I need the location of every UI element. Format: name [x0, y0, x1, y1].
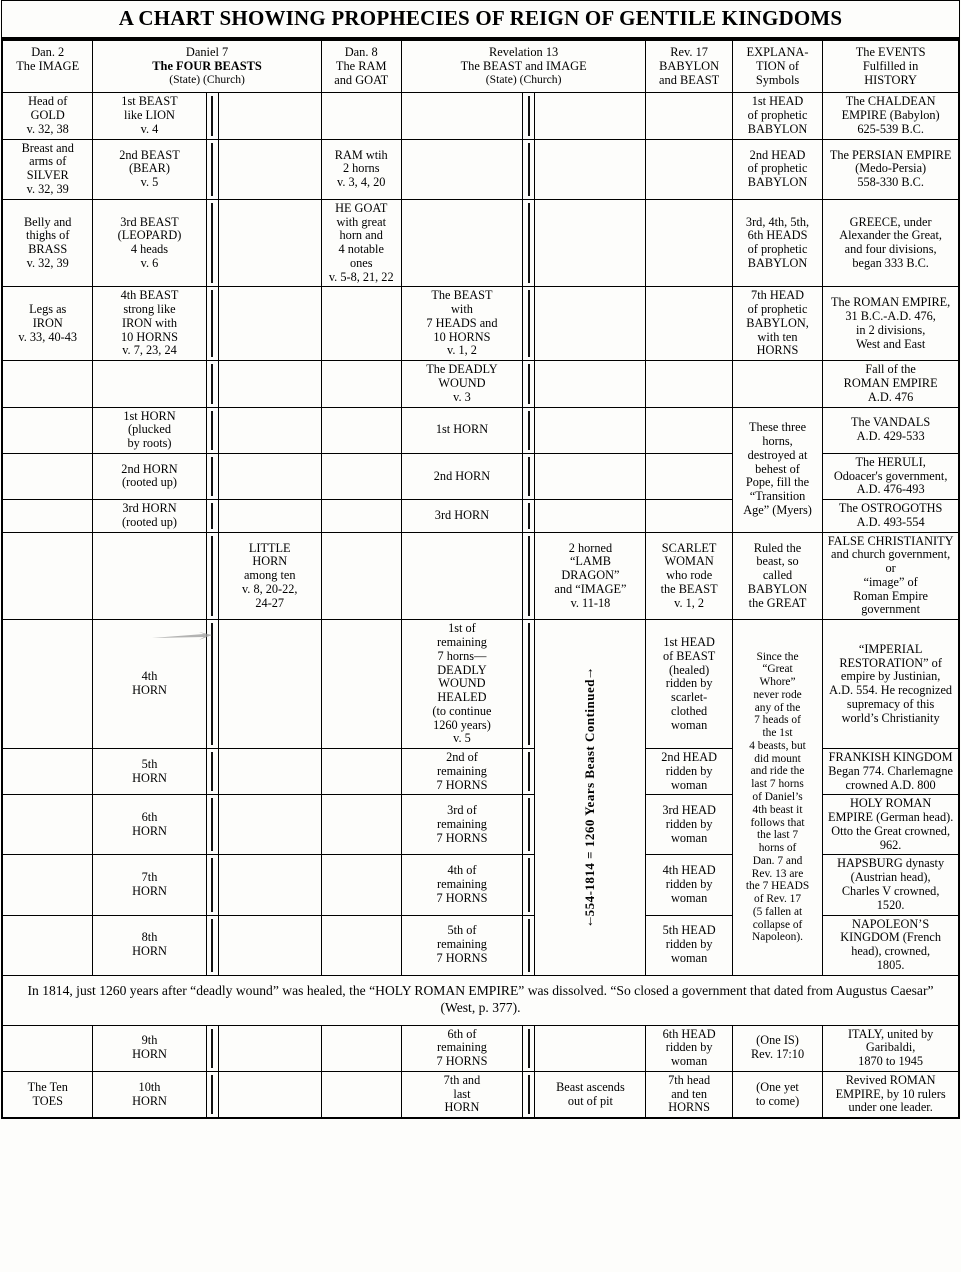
- column-divider: [206, 1025, 218, 1071]
- column-divider: [523, 361, 535, 407]
- cell-rev17: [646, 407, 732, 453]
- table-row: [3, 361, 959, 407]
- cell-dan2: [3, 500, 93, 533]
- cell-rev17: 5th HEAD ridden by woman: [646, 915, 732, 975]
- cell-dan7: 10th HORN: [93, 1071, 206, 1117]
- cell-explanation: Ruled the beast, so called BABYLON the GREAT: [732, 532, 822, 620]
- cell-dan8: [321, 532, 401, 620]
- header-line2: TION of: [756, 59, 800, 74]
- column-divider: [523, 1071, 535, 1117]
- cell-dan7: [93, 361, 206, 407]
- header-line1: Revelation 13: [489, 45, 559, 59]
- cell-history: HOLY ROMAN EMPIRE (German head). Otto the Great crowned, 962.: [823, 795, 959, 855]
- cell-rev13: 3rd of remaining 7 HORNS: [401, 795, 522, 855]
- arrow-up-icon: ↑: [586, 665, 594, 681]
- column-divider: [523, 199, 535, 287]
- header-rev13: [401, 41, 646, 93]
- header-line2: The BEAST and IMAGE: [460, 59, 587, 74]
- column-divider: [206, 855, 218, 915]
- cell-history: GREECE, under Alexander the Great, and four divisions, began 333 B.C.: [823, 199, 959, 287]
- header-line3: (State) (Church): [485, 73, 562, 87]
- cell-rev13: The BEAST with 7 HEADS and 10 HORNS v. 1, 2: [401, 287, 522, 361]
- cell-dan8: [321, 500, 401, 533]
- cell-dan2: Head of GOLD v. 32, 38: [3, 93, 93, 139]
- table-row: [3, 1025, 959, 1071]
- cell-dan7-church: [218, 453, 321, 499]
- cell-rev13-church: [535, 199, 646, 287]
- cell-rev17: SCARLET WOMAN who rode the BEAST v. 1, 2: [646, 532, 732, 620]
- cell-rev17: [646, 361, 732, 407]
- cell-dan7-church: [218, 795, 321, 855]
- cell-dan7: 8th HORN: [93, 915, 206, 975]
- table-row: [3, 1071, 959, 1117]
- table-row: [3, 287, 959, 361]
- header-line1: EXPLANA-: [746, 45, 809, 59]
- cell-dan7-church: [218, 199, 321, 287]
- cell-rev13: 3rd HORN: [401, 500, 522, 533]
- column-divider: [523, 620, 535, 749]
- column-divider: [206, 93, 218, 139]
- cell-dan2: [3, 620, 93, 749]
- cell-rev13-church: [535, 139, 646, 199]
- cell-dan7: 1st HORN (plucked by roots): [93, 407, 206, 453]
- column-divider: [206, 407, 218, 453]
- cell-rev13: [401, 139, 522, 199]
- cell-dan2: [3, 795, 93, 855]
- cell-dan7: 4th BEAST strong like IRON with 10 HORNS v. 7, 23, 24: [93, 287, 206, 361]
- prophecy-chart: [1, 0, 960, 1119]
- column-divider: [206, 139, 218, 199]
- header-dan8: [321, 41, 401, 93]
- header-line2: The IMAGE: [16, 59, 80, 74]
- cell-rev13-church: Beast ascends out of pit: [535, 1071, 646, 1117]
- cell-rev17: 4th HEAD ridden by woman: [646, 855, 732, 915]
- cell-dan8: [321, 915, 401, 975]
- cell-dan7-church: [218, 361, 321, 407]
- cell-dan7-church: [218, 287, 321, 361]
- column-divider: [523, 93, 535, 139]
- cell-dan7: 5th HORN: [93, 749, 206, 795]
- column-divider: [206, 620, 218, 749]
- table-header-row: [3, 41, 959, 93]
- cell-dan8: [321, 1025, 401, 1071]
- cell-rev17: 6th HEAD ridden by woman: [646, 1025, 732, 1071]
- cell-explanation: 3rd, 4th, 5th, 6th HEADS of prophetic BABYLON: [732, 199, 822, 287]
- cell-rev13-church: [535, 93, 646, 139]
- column-divider: [523, 795, 535, 855]
- cell-rev13-church: [535, 287, 646, 361]
- column-divider: [523, 139, 535, 199]
- cell-dan2: [3, 749, 93, 795]
- cell-dan8: HE GOAT with great horn and 4 notable ones v. 5-8, 21, 22: [321, 199, 401, 287]
- cell-history: NAPOLEON’S KINGDOM (French head), crowned, 1805.: [823, 915, 959, 975]
- chart-table: [2, 40, 959, 1118]
- summary-note: In 1814, just 1260 years after “deadly wound” was healed, the “HOLY ROMAN EMPIRE” was dissolved. “So closed a government that dated from Augustus Caesar” (West, p. 377).: [3, 975, 959, 1025]
- cell-rev13: [401, 93, 522, 139]
- cell-explanation: [732, 361, 822, 407]
- cell-dan8: [321, 749, 401, 795]
- header-line3: (State) (Church): [169, 73, 245, 87]
- cell-history: FRANKISH KINGDOM Began 774. Charlemagne crowned A.D. 800: [823, 749, 959, 795]
- page-title: A CHART SHOWING PROPHECIES OF REIGN OF GENTILE KINGDOMS: [2, 1, 959, 38]
- cell-rev13: The DEADLY WOUND v. 3: [401, 361, 522, 407]
- header-line1: Dan. 2: [31, 45, 65, 59]
- cell-dan2: The Ten TOES: [3, 1071, 93, 1117]
- header-events: [823, 41, 959, 93]
- cell-rev17: [646, 500, 732, 533]
- header-line3: Symbols: [755, 73, 800, 88]
- cell-dan2: [3, 1025, 93, 1071]
- cell-dan2: [3, 915, 93, 975]
- cell-dan2: [3, 532, 93, 620]
- cell-rev13-church: [535, 361, 646, 407]
- cell-history: “IMPERIAL RESTORATION” of empire by Justinian, A.D. 554. He recognized supremacy of this world’s Christianity: [823, 620, 959, 749]
- cell-dan7: 6th HORN: [93, 795, 206, 855]
- cell-dan7: 9th HORN: [93, 1025, 206, 1071]
- header-line3: and GOAT: [334, 73, 389, 88]
- cell-rev13-church: [535, 407, 646, 453]
- column-divider: [206, 795, 218, 855]
- column-divider: [523, 915, 535, 975]
- table-row: [3, 199, 959, 287]
- cell-dan2: Belly and thighs of BRASS v. 32, 39: [3, 199, 93, 287]
- cell-history: ITALY, united by Garibaldi, 1870 to 1945: [823, 1025, 959, 1071]
- column-divider: [523, 855, 535, 915]
- cell-dan2: [3, 453, 93, 499]
- column-divider: [523, 287, 535, 361]
- cell-rev13-church: [535, 453, 646, 499]
- cell-rev13: 5th of remaining 7 HORNS: [401, 915, 522, 975]
- cell-explanation: Since the “Great Whore” never rode any of the 7 heads of the 1st 4 beasts, but did mount and ride the last 7 horns of Daniel’s 4th beast it follows that the last 7 horns of Dan. 7 and Rev. 13 are the 7 HEADS of Rev. 17 (5 fallen at collapse of Napoleon).: [732, 620, 822, 975]
- cell-dan8: [321, 1071, 401, 1117]
- cell-history: HAPSBURG dynasty (Austrian head), Charles V crowned, 1520.: [823, 855, 959, 915]
- column-divider: [206, 532, 218, 620]
- cell-dan2: [3, 407, 93, 453]
- table-row: [3, 139, 959, 199]
- cell-dan8: [321, 620, 401, 749]
- cell-dan7-church: [218, 1025, 321, 1071]
- cell-dan7: 4th HORN: [93, 620, 206, 749]
- column-divider: [206, 749, 218, 795]
- column-divider: [206, 1071, 218, 1117]
- cell-dan8: [321, 287, 401, 361]
- cell-history: The PERSIAN EMPIRE (Medo-Persia) 558-330 B.C.: [823, 139, 959, 199]
- column-divider: [206, 361, 218, 407]
- cell-rev17: [646, 139, 732, 199]
- cell-history: The HERULI, Odoacer's government, A.D. 476-493: [823, 453, 959, 499]
- duration-text: 554-1814 = 1260 Years Beast Continued: [582, 678, 598, 917]
- cell-explanation: 7th HEAD of prophetic BABYLON, with ten HORNS: [732, 287, 822, 361]
- cell-rev17: 1st HEAD of BEAST (healed) ridden by scarlet- clothed woman: [646, 620, 732, 749]
- cell-dan7: 7th HORN: [93, 855, 206, 915]
- column-divider: [206, 199, 218, 287]
- cell-dan7-church: [218, 500, 321, 533]
- arrow-down-icon: ↓: [586, 914, 594, 930]
- cell-dan8: [321, 453, 401, 499]
- cell-dan7-church: [218, 620, 321, 749]
- cell-dan8: RAM wtih 2 horns v. 3, 4, 20: [321, 139, 401, 199]
- cell-rev13-church: [535, 500, 646, 533]
- table-row: [3, 532, 959, 620]
- column-divider: [523, 532, 535, 620]
- cell-dan7-church: [218, 93, 321, 139]
- column-divider: [523, 1025, 535, 1071]
- cell-history: The CHALDEAN EMPIRE (Babylon) 625-539 B.C.: [823, 93, 959, 139]
- cell-rev13: 6th of remaining 7 HORNS: [401, 1025, 522, 1071]
- header-line1: Daniel 7: [185, 45, 229, 59]
- cell-explanation: 2nd HEAD of prophetic BABYLON: [732, 139, 822, 199]
- cell-rev17: [646, 453, 732, 499]
- cell-history: The ROMAN EMPIRE, 31 B.C.-A.D. 476, in 2 divisions, West and East: [823, 287, 959, 361]
- table-row: [3, 407, 959, 453]
- table-row: [3, 93, 959, 139]
- cell-dan2: [3, 361, 93, 407]
- cell-dan7: [93, 532, 206, 620]
- header-rev17: [646, 41, 732, 93]
- header-line1: The EVENTS: [855, 45, 926, 59]
- cell-dan7-church: [218, 749, 321, 795]
- cell-dan8: [321, 361, 401, 407]
- column-divider: [206, 915, 218, 975]
- cell-dan8: [321, 407, 401, 453]
- cell-dan8: [321, 855, 401, 915]
- cell-explanation: These three horns, destroyed at behest of Pope, fill the “Transition Age” (Myers): [732, 407, 822, 532]
- explanation-one-is: (One IS) Rev. 17:10: [750, 1033, 805, 1062]
- cell-dan2: Legs as IRON v. 33, 40-43: [3, 287, 93, 361]
- cell-explanation: (One yet to come): [732, 1071, 822, 1117]
- header-line2: The RAM: [335, 59, 387, 74]
- cell-dan7-church: [218, 855, 321, 915]
- cell-rev13: 1st HORN: [401, 407, 522, 453]
- cell-dan7-church: [218, 407, 321, 453]
- cell-dan7: 1st BEAST like LION v. 4: [93, 93, 206, 139]
- cell-dan7-church: [218, 139, 321, 199]
- header-line2: The FOUR BEASTS: [152, 59, 262, 74]
- cell-history: The VANDALS A.D. 429-533: [823, 407, 959, 453]
- cell-dan7: 2nd HORN (rooted up): [93, 453, 206, 499]
- cell-history: Fall of the ROMAN EMPIRE A.D. 476: [823, 361, 959, 407]
- header-line1: Rev. 17: [670, 45, 708, 59]
- column-divider: [206, 500, 218, 533]
- header-line2: Fulfilled in: [862, 59, 919, 74]
- cell-rev13-church: 2 horned “LAMB DRAGON” and “IMAGE” v. 11-18: [535, 532, 646, 620]
- cell-dan7: 3rd BEAST (LEOPARD) 4 heads v. 6: [93, 199, 206, 287]
- cell-dan2: Breast and arms of SILVER v. 32, 39: [3, 139, 93, 199]
- cell-rev17: 7th head and ten HORNS: [646, 1071, 732, 1117]
- column-divider: [523, 407, 535, 453]
- cell-dan7: 3rd HORN (rooted up): [93, 500, 206, 533]
- cell-history: FALSE CHRISTIANITY and church government, or “image” of Roman Empire government: [823, 532, 959, 620]
- cell-dan8: [321, 93, 401, 139]
- header-line2: BABYLON: [659, 59, 720, 74]
- cell-rev17: 2nd HEAD ridden by woman: [646, 749, 732, 795]
- title-block: [2, 1, 959, 40]
- header-line3: HISTORY: [864, 73, 918, 88]
- cell-rev13: 2nd HORN: [401, 453, 522, 499]
- cell-history: Revived ROMAN EMPIRE, by 10 rulers under one leader.: [823, 1071, 959, 1117]
- header-explanation: [732, 41, 822, 93]
- header-line1: Dan. 8: [344, 45, 378, 59]
- cell-dan8: [321, 795, 401, 855]
- cell-rev13-church: [535, 1025, 646, 1071]
- cell-rev13: 1st of remaining 7 horns— DEADLY WOUND HEALED (to continue 1260 years) v. 5: [401, 620, 522, 749]
- cell-rev13: [401, 199, 522, 287]
- cell-rev13: 7th and last HORN: [401, 1071, 522, 1117]
- beast-duration-label: [535, 620, 646, 975]
- cell-dan2: [3, 855, 93, 915]
- cell-history: The OSTROGOTHS A.D. 493-554: [823, 500, 959, 533]
- cell-dan7: 2nd BEAST (BEAR) v. 5: [93, 139, 206, 199]
- column-divider: [523, 749, 535, 795]
- cell-rev13: 2nd of remaining 7 HORNS: [401, 749, 522, 795]
- cell-explanation: [732, 1025, 822, 1071]
- cell-dan7-church: LITTLE HORN among ten v. 8, 20-22, 24-27: [218, 532, 321, 620]
- column-divider: [523, 453, 535, 499]
- cell-explanation: 1st HEAD of prophetic BABYLON: [732, 93, 822, 139]
- table-row: [3, 620, 959, 749]
- header-dan7: [93, 41, 321, 93]
- cell-rev13: 4th of remaining 7 HORNS: [401, 855, 522, 915]
- column-divider: [206, 453, 218, 499]
- header-dan2: [3, 41, 93, 93]
- note-row: [3, 975, 959, 1025]
- cell-dan7-church: [218, 915, 321, 975]
- column-divider: [523, 500, 535, 533]
- cell-rev13: [401, 532, 522, 620]
- cell-rev17: [646, 287, 732, 361]
- cell-rev17: [646, 199, 732, 287]
- cell-rev17: 3rd HEAD ridden by woman: [646, 795, 732, 855]
- column-divider: [206, 287, 218, 361]
- header-line3: and BEAST: [659, 73, 720, 88]
- cell-rev17: [646, 93, 732, 139]
- cell-dan7-church: [218, 1071, 321, 1117]
